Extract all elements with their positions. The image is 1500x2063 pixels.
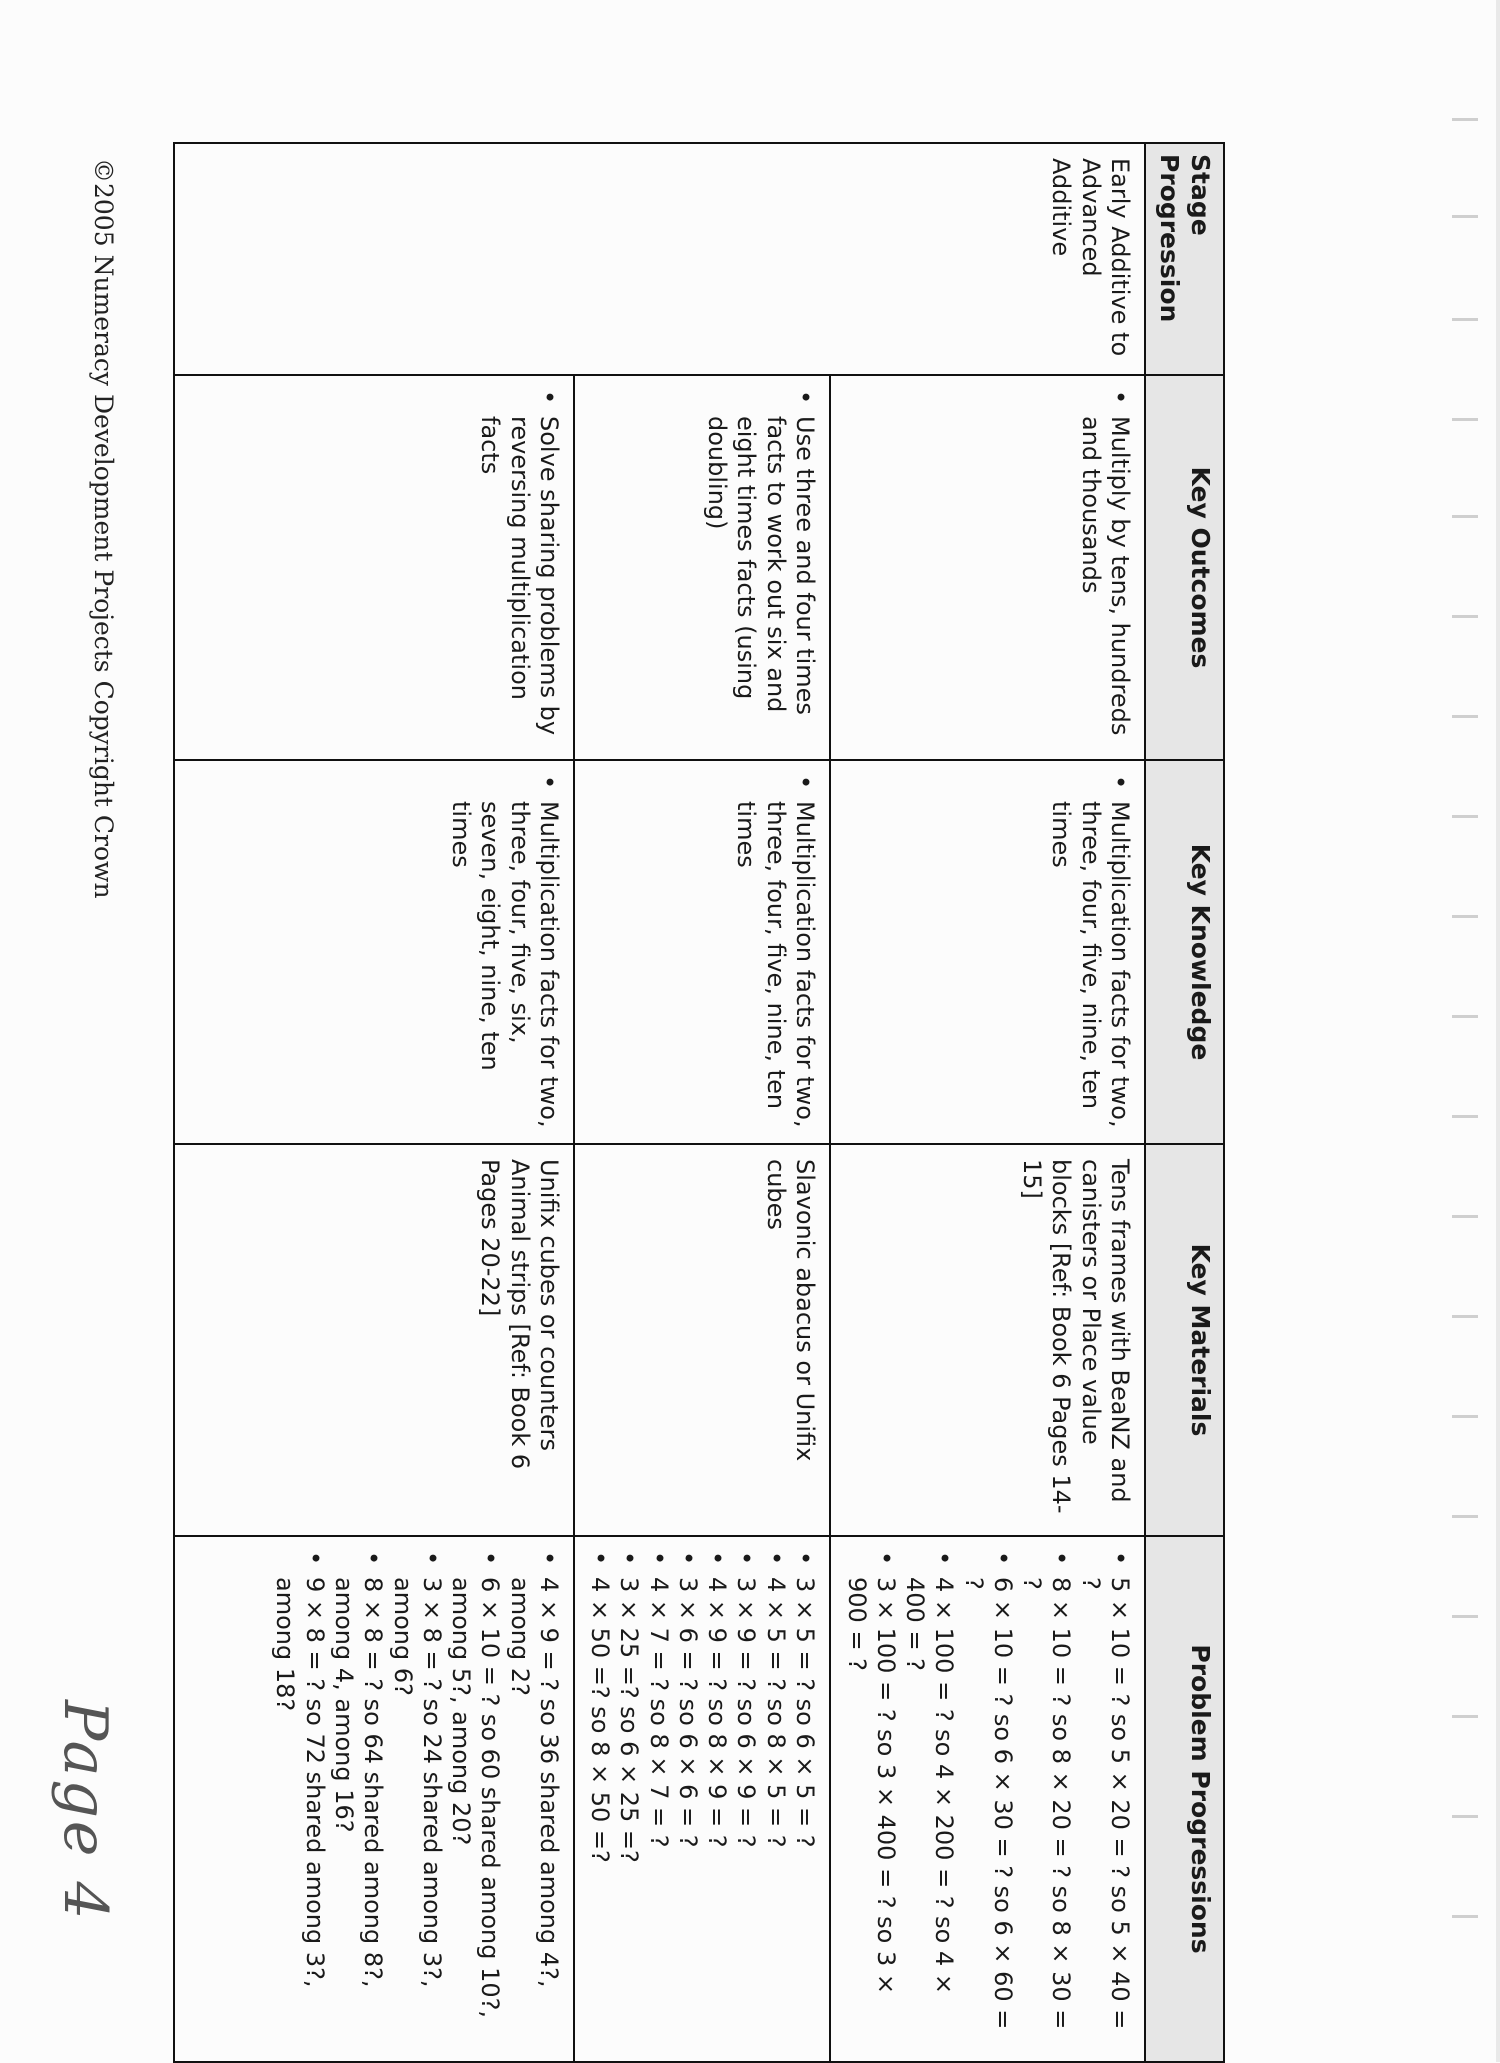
header-materials: Key Materials [1145, 1144, 1224, 1536]
binding-mark [1452, 715, 1478, 718]
stage-cell: Early Additive to Advanced Additive [174, 143, 1145, 375]
binding-mark [1452, 915, 1478, 918]
bullet-marker: • [1106, 775, 1134, 790]
bullet-marker: • [703, 1551, 732, 1566]
rotated-sheet [185, 142, 1225, 2061]
problem-text: 3 × 100 = ? so 3 × 400 = ? so 3 × 900 = ? [842, 1577, 900, 1994]
binding-mark [1452, 1915, 1478, 1918]
list-item [702, 1551, 731, 2047]
bullet-marker: • [644, 1551, 673, 1566]
bullet-marker: • [476, 1551, 505, 1566]
problem-text: 4 × 50 =? so 8 × 50 =? [586, 1577, 615, 1863]
problem-text: 4 × 100 = ? so 4 × 200 = ? so 4 × 400 = ? [901, 1577, 959, 1994]
problem-text: 8 × 8 = ? so 64 shared among 8?, among 4, among 16? [330, 1577, 388, 1988]
binding-mark [1452, 118, 1478, 121]
binding-mark [1452, 515, 1478, 518]
bullet-marker: • [761, 1551, 790, 1566]
list-item [387, 1551, 446, 2047]
bullet-marker: • [988, 1551, 1017, 1566]
list-item [731, 1551, 760, 2047]
progression-table [173, 142, 1225, 2063]
bullet-marker: • [791, 390, 819, 405]
header-knowledge: Key Knowledge [1145, 760, 1224, 1144]
list-item [958, 1551, 1017, 2047]
binding-mark [1452, 318, 1478, 321]
bullet-marker: • [534, 390, 563, 405]
binding-mark [1452, 815, 1478, 818]
bullet-marker: • [417, 1551, 446, 1566]
list-item [504, 1551, 563, 2047]
list-item [760, 1551, 789, 2047]
binding-mark [1452, 1415, 1478, 1418]
list-item [614, 1551, 643, 2047]
problems-cell [574, 1536, 830, 2062]
binding-mark [1452, 215, 1478, 218]
list-item [446, 1551, 505, 2047]
header-problems: Problem Progressions [1145, 1536, 1224, 2062]
knowledge-text: Multiplication facts for two, three, four, five, nine, ten times [1047, 801, 1134, 1128]
problem-text: 9 × 8 = ? so 72 shared among 3?, among 18? [271, 1577, 329, 1988]
bullet-marker: • [930, 1551, 959, 1566]
problem-text: 6 × 10 = ? so 60 shared among 10?, among 5?, among 20? [447, 1577, 505, 2019]
problems-cell [830, 1536, 1145, 2062]
knowledge-text: Multiplication facts for two, three, four, five, nine, ten times [732, 801, 819, 1128]
materials-cell: Unifix cubes or counters Animal strips [Ref: Book 6 Pages 20-22] [174, 1144, 574, 1536]
outcome-text: Use three and four times facts to work out six and eight times facts (using doubling) [703, 416, 819, 715]
problem-text: 3 × 5 = ? so 6 × 5 = ? [791, 1577, 819, 1848]
bullet-marker: • [1106, 1551, 1134, 1566]
problem-text: 4 × 5 = ? so 8 × 5 = ? [761, 1577, 790, 1848]
list-item [585, 1551, 614, 2047]
bullet-marker: • [871, 1551, 900, 1566]
problem-text: 6 × 10 = ? so 6 × 30 = ? so 6 × 60 = ? [959, 1577, 1017, 2030]
problems-cell [174, 1536, 574, 2062]
knowledge-text: Multiplication facts for two, three, four, five, six, seven, eight, nine, ten times [447, 801, 563, 1128]
problem-text: 3 × 6 = ? so 6 × 6 = ? [673, 1577, 702, 1848]
knowledge-cell [174, 760, 574, 1144]
header-outcomes: Key Outcomes [1145, 375, 1224, 760]
list-item [270, 1551, 329, 2047]
materials-cell: Tens frames with BeaNZ and canisters or Place value blocks [Ref: Book 6 Pages 14-15] [830, 1144, 1145, 1536]
problem-text: 4 × 9 = ? so 8 × 9 = ? [703, 1577, 732, 1848]
bullet-marker: • [534, 1551, 563, 1566]
list-item [1075, 1551, 1134, 2047]
list-item [643, 1551, 672, 2047]
header-stage: Stage Progression [1145, 143, 1224, 375]
outcome-cell [174, 375, 574, 760]
list-item [673, 1551, 702, 2047]
binding-mark [1452, 418, 1478, 421]
binding-mark [1452, 1815, 1478, 1818]
table-row [574, 143, 830, 2062]
bullet-marker: • [791, 1551, 819, 1566]
bullet-marker: • [1047, 1551, 1076, 1566]
handwritten-page-note: Page 4 [50, 1700, 120, 1923]
list-item [1017, 1551, 1076, 2047]
problem-text: 3 × 25 =? so 6 × 25 =? [615, 1577, 644, 1863]
list-item [329, 1551, 388, 2047]
problem-text: 4 × 7 = ? so 8 × 7 = ? [644, 1577, 673, 1848]
outcome-cell [830, 375, 1145, 760]
binding-mark [1452, 1315, 1478, 1318]
copyright-footer: ©2005 Numeracy Development Projects Copyright Crown [89, 158, 118, 899]
problem-text: 3 × 8 = ? so 24 shared among 3?, among 6? [388, 1577, 446, 1988]
bullet-marker: • [359, 1551, 388, 1566]
problem-text: 5 × 10 = ? so 5 × 20 = ? so 5 × 40 = ? [1076, 1577, 1134, 2030]
problem-text: 8 × 10 = ? so 8 × 20 = ? so 8 × 30 = ? [1018, 1577, 1076, 2030]
problem-text: 4 × 9 = ? so 36 shared among 4?, among 2? [505, 1577, 563, 1988]
bullet-marker: • [534, 775, 563, 790]
bullet-marker: • [732, 1551, 761, 1566]
bullet-marker: • [673, 1551, 702, 1566]
list-item [900, 1551, 959, 2047]
bullet-marker: • [791, 775, 819, 790]
binding-mark [1452, 1215, 1478, 1218]
knowledge-cell [830, 760, 1145, 1144]
binding-mark [1452, 1715, 1478, 1718]
outcome-text: Multiply by tens, hundreds and thousands [1076, 416, 1134, 736]
binding-mark [1452, 615, 1478, 618]
binding-mark [1452, 1515, 1478, 1518]
header-row [1145, 143, 1224, 2062]
bullet-marker: • [586, 1551, 615, 1566]
problem-text: 3 × 9 = ? so 6 × 9 = ? [732, 1577, 761, 1848]
outcome-cell [574, 375, 830, 760]
binding-mark [1452, 1115, 1478, 1118]
binding-mark [1452, 1615, 1478, 1618]
table-row [830, 143, 1145, 2062]
list-item [790, 1551, 819, 2047]
binding-mark [1452, 1015, 1478, 1018]
list-item [841, 1551, 900, 2047]
bullet-marker: • [615, 1551, 644, 1566]
bullet-marker: • [1106, 390, 1134, 405]
outcome-text: Solve sharing problems by reversing multiplication facts [476, 416, 563, 736]
knowledge-cell [574, 760, 830, 1144]
table-row [174, 143, 574, 2062]
bullet-marker: • [300, 1551, 329, 1566]
materials-cell: Slavonic abacus or Unifix cubes [574, 1144, 830, 1536]
